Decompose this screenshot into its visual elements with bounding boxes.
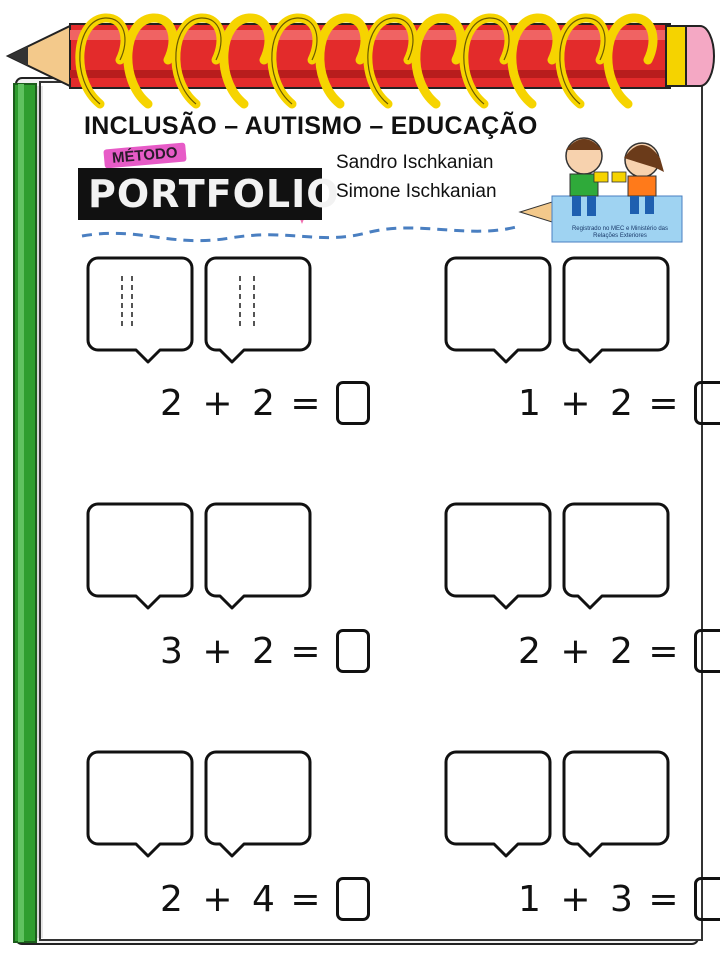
operand-b: 3	[609, 879, 633, 920]
operator-plus: +	[560, 383, 591, 424]
operand-b: 2	[251, 383, 275, 424]
operand-b: 2	[609, 631, 633, 672]
operand-b: 2	[251, 631, 275, 672]
operator-plus: +	[202, 879, 233, 920]
equals-sign: =	[290, 383, 321, 424]
logo-metodo-tag: MÉTODO	[103, 142, 186, 168]
equals-sign: =	[290, 631, 321, 672]
worksheet-title: INCLUSÃO – AUTISMO – EDUCAÇÃO	[84, 112, 538, 140]
operand-a: 3	[160, 631, 183, 672]
operand-b: 2	[609, 383, 633, 424]
answer-box[interactable]	[694, 381, 720, 425]
exercise-5	[160, 878, 370, 923]
operand-a: 2	[518, 631, 541, 672]
registration-note: Registrado no MEC e Ministério das Relações Exteriores	[571, 226, 669, 239]
portfolio-logo	[78, 144, 340, 224]
answer-box[interactable]	[694, 629, 720, 673]
equals-sign: =	[648, 631, 679, 672]
operand-a: 1	[518, 383, 541, 424]
author-2: Simone Ischkanian	[336, 181, 497, 202]
operand-a: 2	[160, 383, 183, 424]
exercise-4	[518, 630, 720, 675]
logo-portfolio-text: PORTFOLIO	[78, 168, 322, 220]
operand-a: 2	[160, 879, 183, 920]
answer-box[interactable]	[336, 629, 370, 673]
operator-plus: +	[202, 383, 233, 424]
operator-plus: +	[560, 631, 591, 672]
exercise-1	[160, 382, 370, 427]
equals-sign: =	[648, 879, 679, 920]
operand-a: 1	[518, 879, 541, 920]
operand-b: 4	[251, 879, 275, 920]
exercise-3	[160, 630, 370, 675]
answer-box[interactable]	[694, 877, 720, 921]
notebook-spine	[14, 84, 36, 942]
author-1: Sandro Ischkanian	[336, 152, 494, 173]
exercise-6	[518, 878, 720, 923]
answer-box[interactable]	[336, 877, 370, 921]
equals-sign: =	[290, 879, 321, 920]
exercise-2	[518, 382, 720, 427]
equals-sign: =	[648, 383, 679, 424]
operator-plus: +	[560, 879, 591, 920]
operator-plus: +	[202, 631, 233, 672]
answer-box[interactable]	[336, 381, 370, 425]
